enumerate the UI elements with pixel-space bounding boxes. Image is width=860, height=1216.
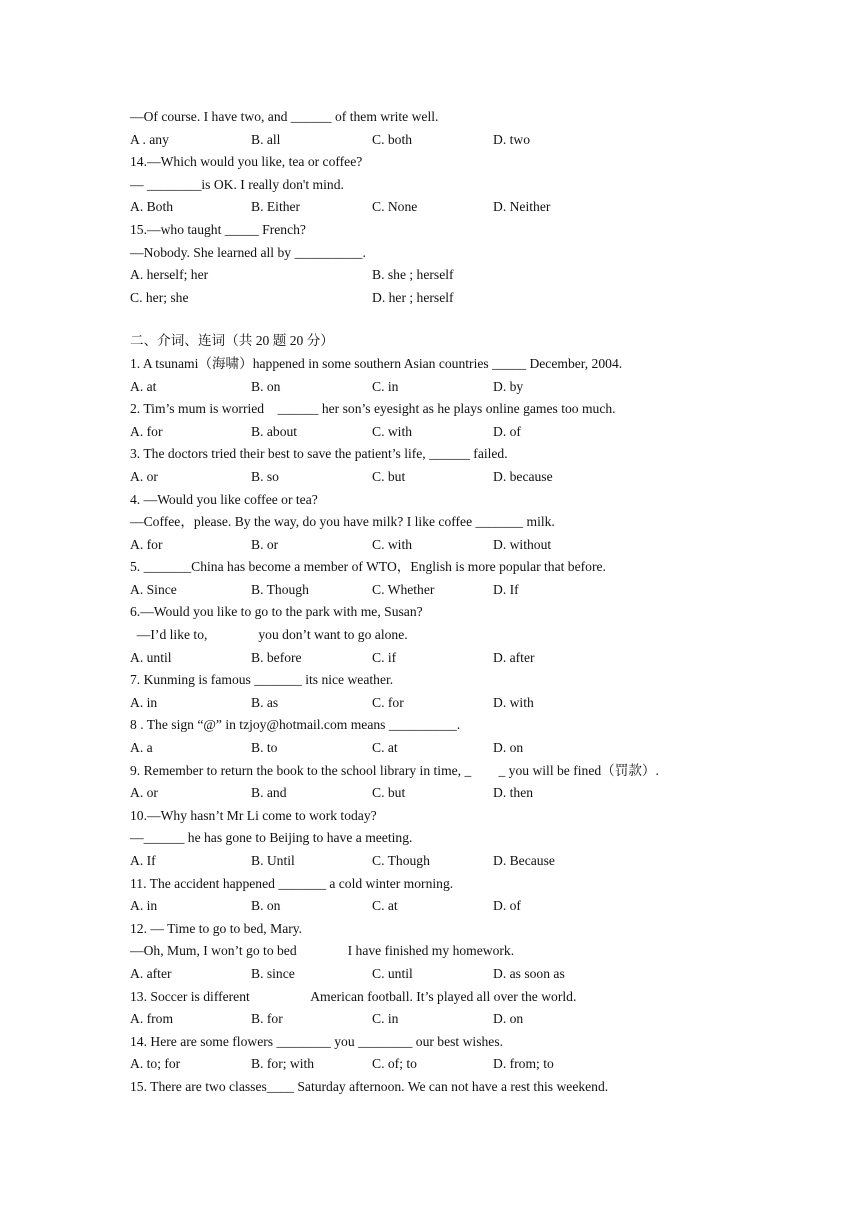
option: D. as soon as bbox=[493, 965, 565, 981]
option: A . any bbox=[130, 131, 169, 147]
option: C. if bbox=[372, 649, 397, 665]
option: D. on bbox=[493, 740, 524, 756]
question-item bbox=[130, 986, 790, 1031]
option: C. until bbox=[372, 965, 413, 981]
question-text: —______ he has gone to Beijing to have a meeting. bbox=[130, 830, 413, 846]
option: D. her ; herself bbox=[372, 289, 454, 305]
option: B. as bbox=[251, 694, 279, 710]
option: D. of bbox=[493, 898, 521, 914]
question-options bbox=[130, 376, 790, 399]
q14-options bbox=[130, 196, 790, 219]
option: D. of bbox=[493, 423, 521, 439]
option: D. with bbox=[493, 694, 534, 710]
question-text: 13. Soccer is different American football. It’s played all over the world. bbox=[130, 988, 577, 1004]
question-item bbox=[130, 918, 790, 986]
option: A. at bbox=[130, 378, 157, 394]
question-options bbox=[130, 782, 790, 805]
question-item bbox=[130, 353, 790, 398]
option: B. for; with bbox=[251, 1056, 315, 1072]
question-options bbox=[130, 466, 790, 489]
option: B. for bbox=[251, 1011, 283, 1027]
question-item bbox=[130, 398, 790, 443]
option: D. two bbox=[493, 131, 531, 147]
section-gap bbox=[130, 309, 790, 330]
option: A. Both bbox=[130, 199, 174, 215]
option: C. both bbox=[372, 131, 413, 147]
question-item bbox=[130, 714, 790, 759]
option: C. of; to bbox=[372, 1056, 417, 1072]
option: A. from bbox=[130, 1011, 174, 1027]
question-text: 14. Here are some flowers ________ you ________ our best wishes. bbox=[130, 1033, 504, 1049]
q13-answer-line: —Of course. I have two, and ______ of them write well. bbox=[130, 109, 439, 124]
option: A. to; for bbox=[130, 1056, 181, 1072]
question-text: —Oh, Mum, I won’t go to bed I have finished my homework. bbox=[130, 943, 515, 959]
question-item bbox=[130, 669, 790, 714]
q15-answer-line: —Nobody. She learned all by __________. bbox=[130, 244, 366, 260]
question-options bbox=[130, 1053, 790, 1076]
option: B. Though bbox=[251, 581, 309, 597]
option: D. then bbox=[493, 785, 534, 801]
option: C. in bbox=[372, 1011, 399, 1027]
option: A. for bbox=[130, 536, 163, 552]
option: A. or bbox=[130, 785, 158, 801]
question-text: 5. _______China has become a member of WTO，English is more popular that before. bbox=[130, 559, 606, 575]
option: A. or bbox=[130, 468, 158, 484]
question-text: 9. Remember to return the book to the school library in time, _ _ you will be fined（罚款）. bbox=[130, 762, 659, 778]
option: B. before bbox=[251, 649, 302, 665]
question-text: —Coffee，please. By the way, do you have milk? I like coffee _______ milk. bbox=[130, 514, 555, 530]
option: B. and bbox=[251, 785, 287, 801]
option: D. If bbox=[493, 581, 519, 597]
option: A. in bbox=[130, 694, 158, 710]
question-options bbox=[130, 692, 790, 715]
option: C. at bbox=[372, 740, 398, 756]
section2-questions bbox=[130, 353, 790, 1099]
option: C. in bbox=[372, 378, 399, 394]
option: A. in bbox=[130, 898, 158, 914]
option: D. Neither bbox=[493, 199, 551, 215]
option: C. with bbox=[372, 536, 413, 552]
option: A. until bbox=[130, 649, 172, 665]
question-text: 6.—Would you like to go to the park with me, Susan? bbox=[130, 604, 423, 620]
option: B. she ; herself bbox=[372, 267, 454, 283]
option: B. all bbox=[251, 131, 281, 147]
option: A. Since bbox=[130, 581, 177, 597]
section2-heading: 二、介词、连词（共 20 题 20 分） bbox=[130, 333, 334, 349]
q15-options-row1 bbox=[130, 264, 790, 287]
option: B. Either bbox=[251, 199, 301, 215]
option: B. on bbox=[251, 378, 281, 394]
question-text: 12. — Time to go to bed, Mary. bbox=[130, 920, 303, 936]
option: B. or bbox=[251, 536, 279, 552]
option: C. for bbox=[372, 694, 404, 710]
option: A. herself; her bbox=[130, 267, 209, 283]
option: D. on bbox=[493, 1011, 524, 1027]
question-item bbox=[130, 1076, 790, 1099]
option: B. Until bbox=[251, 853, 295, 868]
option: C. her; she bbox=[130, 289, 189, 305]
question-options bbox=[130, 850, 790, 873]
q14-answer-line: — ________is OK. I really don't mind. bbox=[130, 176, 344, 192]
question-options bbox=[130, 647, 790, 670]
q15-options-row2 bbox=[130, 287, 790, 310]
option: B. since bbox=[251, 965, 295, 981]
question-options bbox=[130, 579, 790, 602]
question-options bbox=[130, 895, 790, 918]
question-text: 8 . The sign “@” in tzjoy@hotmail.com means __________. bbox=[130, 717, 461, 733]
option: C. but bbox=[372, 785, 406, 801]
option: A. a bbox=[130, 740, 153, 756]
exam-document bbox=[130, 106, 790, 1099]
option: B. about bbox=[251, 423, 298, 439]
option: C. Though bbox=[372, 853, 430, 868]
question-item bbox=[130, 601, 790, 669]
question-item bbox=[130, 760, 790, 805]
question-text: 2. Tim’s mum is worried ______ her son’s eyesight as he plays online games too much. bbox=[130, 401, 616, 417]
question-item bbox=[130, 556, 790, 601]
question-text: 3. The doctors tried their best to save the patient’s life, ______ failed. bbox=[130, 446, 508, 462]
option: D. after bbox=[493, 649, 535, 665]
option: C. but bbox=[372, 468, 406, 484]
question-options bbox=[130, 1008, 790, 1031]
option: B. on bbox=[251, 898, 281, 914]
option: C. at bbox=[372, 898, 398, 914]
question-text: 15. There are two classes____ Saturday afternoon. We can not have a rest this weekend. bbox=[130, 1078, 609, 1094]
option: B. to bbox=[251, 740, 278, 756]
question-item bbox=[130, 805, 790, 873]
option: D. Because bbox=[493, 853, 555, 868]
question-text: —I’d like to, you don’t want to go alone. bbox=[130, 627, 408, 643]
option: D. by bbox=[493, 378, 524, 394]
q13-options bbox=[130, 129, 790, 152]
option: A. for bbox=[130, 423, 163, 439]
question-text: 1. A tsunami（海啸）happened in some southern Asian countries _____ December, 2004. bbox=[130, 355, 623, 371]
option: D. without bbox=[493, 536, 552, 552]
option: C. Whether bbox=[372, 581, 435, 597]
question-item bbox=[130, 443, 790, 488]
question-text: 11. The accident happened _______ a cold winter morning. bbox=[130, 875, 454, 891]
q15-question: 15.—who taught _____ French? bbox=[130, 221, 306, 237]
question-text: 4. —Would you like coffee or tea? bbox=[130, 491, 318, 507]
q14-question: 14.—Which would you like, tea or coffee? bbox=[130, 154, 363, 170]
question-options bbox=[130, 534, 790, 557]
question-options bbox=[130, 963, 790, 986]
option: C. None bbox=[372, 199, 418, 215]
option: B. so bbox=[251, 468, 279, 484]
question-item bbox=[130, 873, 790, 918]
option: D. from; to bbox=[493, 1056, 554, 1072]
question-item bbox=[130, 489, 790, 557]
question-text: 7. Kunming is famous _______ its nice weather. bbox=[130, 672, 394, 688]
option: C. with bbox=[372, 423, 413, 439]
option: A. after bbox=[130, 965, 172, 981]
option: D. because bbox=[493, 468, 553, 484]
option: A. If bbox=[130, 853, 156, 868]
question-options bbox=[130, 737, 790, 760]
question-text: 10.—Why hasn’t Mr Li come to work today? bbox=[130, 807, 377, 823]
question-item bbox=[130, 1031, 790, 1076]
question-options bbox=[130, 421, 790, 444]
